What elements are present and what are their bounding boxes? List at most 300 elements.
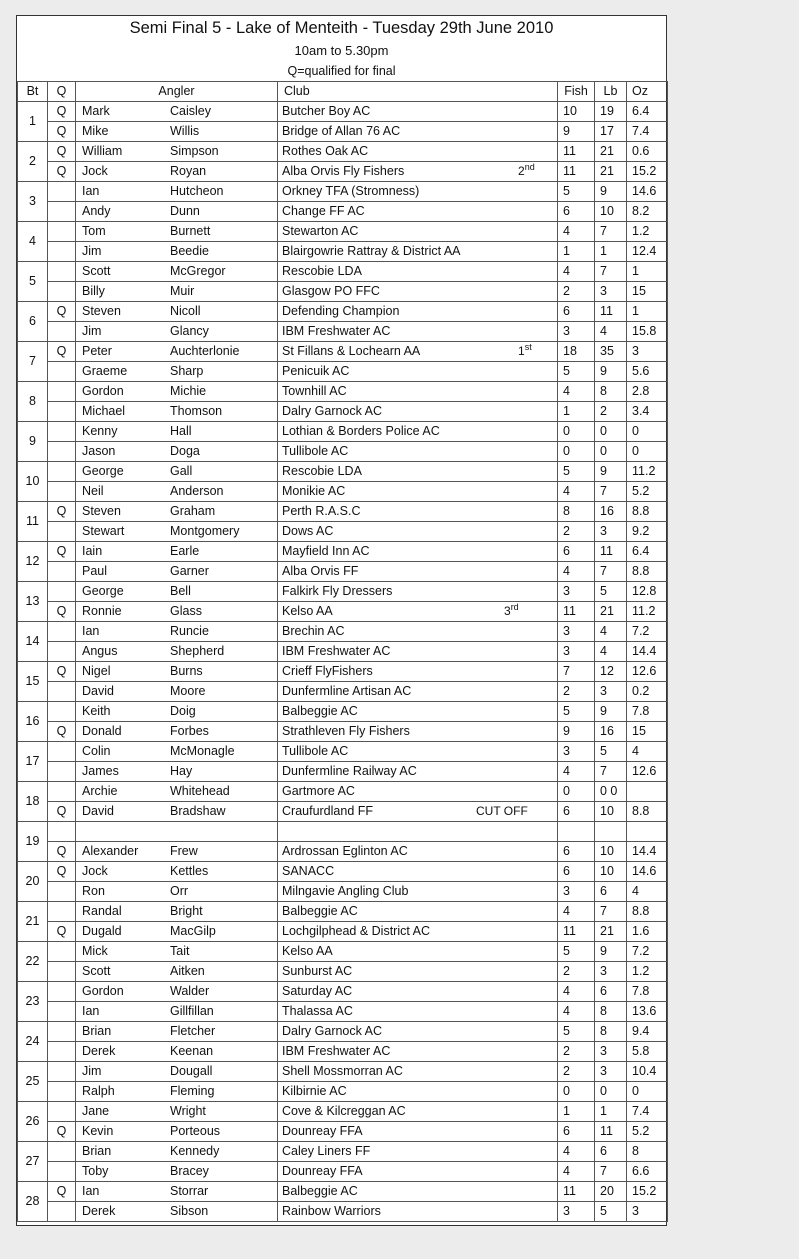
club-name: Brechin AC [282,624,345,638]
table-row [18,522,668,542]
angler-first-name: Ian [82,1184,100,1198]
club-name: Kelso AA [282,944,333,958]
table-row [18,242,668,262]
oz-value: 15.8 [627,322,668,342]
angler-first-name: Paul [82,564,108,578]
angler-first-name: Colin [82,744,111,758]
angler-last-name: Bell [170,584,191,598]
fish-value: 2 [558,1042,595,1062]
qualified-mark [48,1002,76,1022]
angler-cell [76,722,278,742]
qualified-mark [48,202,76,222]
lb-value: 0 [595,422,627,442]
table-row [18,1122,668,1142]
fish-value: 4 [558,262,595,282]
club-cell [278,1162,558,1182]
club-name: Sunburst AC [282,964,353,978]
angler-first-name: Jock [82,864,108,878]
club-name: Shell Mossmorran AC [282,1064,403,1078]
angler-first-name: Mike [82,124,109,138]
oz-value: 10.4 [627,1062,668,1082]
col-header-club: Club [278,82,558,102]
angler-cell [76,462,278,482]
club-cell [278,1142,558,1162]
boat-number: 28 [18,1182,48,1222]
angler-cell [76,522,278,542]
club-name: Dalry Garnock AC [282,404,383,418]
qualified-mark [48,822,76,842]
lb-value: 8 [595,382,627,402]
fish-value: 4 [558,382,595,402]
fish-value: 0 [558,422,595,442]
angler-cell [76,342,278,362]
club-cell [278,1122,558,1142]
boat-number: 24 [18,1022,48,1062]
qualified-mark [48,582,76,602]
club-cell [278,442,558,462]
table-row [18,1102,668,1122]
club-name: Saturday AC [282,984,353,998]
lb-value: 20 [595,1182,627,1202]
fish-value: 0 [558,1082,595,1102]
table-row [18,1062,668,1082]
club-cell [278,1182,558,1202]
club-name: Defending Champion [282,304,400,318]
col-header-q: Q [48,82,76,102]
col-header-oz: Oz [627,82,668,102]
club-cell [278,842,558,862]
angler-last-name: Glancy [170,324,209,338]
table-row [18,282,668,302]
qualified-mark [48,182,76,202]
angler-last-name: Beedie [170,244,209,258]
angler-last-name: Gillfillan [170,1004,214,1018]
table-row [18,1142,668,1162]
placing-note [518,162,535,181]
oz-value: 14.6 [627,862,668,882]
placing-note [518,342,532,361]
lb-value: 3 [595,1062,627,1082]
fish-value: 6 [558,1122,595,1142]
angler-first-name: Jim [82,1064,102,1078]
club-cell [278,242,558,262]
club-cell [278,462,558,482]
boat-number: 7 [18,342,48,382]
qualified-mark [48,622,76,642]
boat-number: 21 [18,902,48,942]
oz-value: 8 [627,1142,668,1162]
oz-value: 12.4 [627,242,668,262]
qualified-mark: Q [48,722,76,742]
club-cell [278,142,558,162]
table-row [18,682,668,702]
fish-value: 3 [558,742,595,762]
angler-last-name: Storrar [170,1184,209,1198]
angler-cell [76,942,278,962]
club-name: Balbeggie AC [282,1184,358,1198]
table-row [18,322,668,342]
club-name: Dunfermline Artisan AC [282,684,412,698]
oz-value: 3 [627,342,668,362]
qualified-mark [48,1062,76,1082]
club-cell [278,342,558,362]
club-cell [278,802,558,822]
club-cell [278,722,558,742]
angler-last-name: Bracey [170,1164,209,1178]
boat-number: 6 [18,302,48,342]
lb-value: 16 [595,502,627,522]
qualified-mark [48,762,76,782]
angler-last-name: MacGilp [170,924,216,938]
angler-first-name: Brian [82,1024,112,1038]
fish-value: 9 [558,122,595,142]
angler-last-name: Forbes [170,724,209,738]
table-row [18,1082,668,1102]
boat-number: 26 [18,1102,48,1142]
boat-number: 17 [18,742,48,782]
boat-number: 14 [18,622,48,662]
qualified-mark [48,702,76,722]
fish-value: 1 [558,242,595,262]
table-row [18,1202,668,1222]
lb-value: 10 [595,802,627,822]
table-row [18,982,668,1002]
angler-cell [76,1182,278,1202]
table-row [18,902,668,922]
lb-value: 3 [595,282,627,302]
angler-last-name: McMonagle [170,744,235,758]
club-name: Mayfield Inn AC [282,544,370,558]
table-row [18,622,668,642]
angler-last-name: Thomson [170,404,223,418]
angler-cell [76,802,278,822]
angler-first-name: Scott [82,264,111,278]
boat-number: 11 [18,502,48,542]
club-cell [278,682,558,702]
qualified-mark [48,522,76,542]
oz-value: 15.2 [627,1182,668,1202]
oz-value: 8.8 [627,562,668,582]
club-name: Dalry Garnock AC [282,1024,383,1038]
angler-cell [76,962,278,982]
results-sheet [16,15,667,1226]
fish-value: 6 [558,862,595,882]
angler-cell [76,382,278,402]
angler-first-name: Toby [82,1164,109,1178]
angler-cell [76,982,278,1002]
fish-value: 6 [558,542,595,562]
angler-cell [76,482,278,502]
oz-value: 2.8 [627,382,668,402]
angler-first-name: Angus [82,644,118,658]
club-name: Balbeggie AC [282,704,358,718]
qualified-mark [48,1022,76,1042]
qualified-note: Q=qualified for final [287,64,396,78]
club-cell [278,942,558,962]
results-body [18,102,668,1222]
fish-value: 4 [558,1142,595,1162]
angler-last-name: Aitken [170,964,205,978]
club-name: Ardrossan Eglinton AC [282,844,408,858]
lb-value: 9 [595,362,627,382]
lb-value: 5 [595,1202,627,1222]
angler-first-name: Randal [82,904,122,918]
qualified-mark [48,962,76,982]
angler-cell [76,682,278,702]
club-cell [278,882,558,902]
lb-value: 7 [595,1162,627,1182]
qualified-mark [48,482,76,502]
oz-value: 1.2 [627,222,668,242]
club-name: Falkirk Fly Dressers [282,584,393,598]
oz-value: 6.4 [627,102,668,122]
club-cell [278,1022,558,1042]
table-row [18,942,668,962]
angler-first-name: Jim [82,324,102,338]
table-row [18,922,668,942]
table-row [18,1182,668,1202]
placing-value: CUT OFF [476,804,528,818]
qualified-mark [48,642,76,662]
club-name: Monikie AC [282,484,346,498]
qualified-mark [48,942,76,962]
oz-value: 8.8 [627,902,668,922]
angler-first-name: Jim [82,244,102,258]
club-cell [278,982,558,1002]
table-row [18,742,668,762]
oz-value: 0.2 [627,682,668,702]
club-cell [278,202,558,222]
angler-first-name: Andy [82,204,111,218]
fish-value: 5 [558,462,595,482]
qualified-mark [48,282,76,302]
angler-cell [76,502,278,522]
oz-value: 3 [627,1202,668,1222]
fish-value: 18 [558,342,595,362]
boat-number: 25 [18,1062,48,1102]
lb-value: 8 [595,1022,627,1042]
club-cell [278,502,558,522]
fish-value: 3 [558,1202,595,1222]
lb-value: 9 [595,942,627,962]
angler-cell [76,242,278,262]
lb-value: 11 [595,1122,627,1142]
angler-last-name: Porteous [170,1124,221,1138]
qualified-mark [48,462,76,482]
oz-value: 15 [627,722,668,742]
lb-value: 4 [595,622,627,642]
qualified-mark: Q [48,542,76,562]
qualified-mark [48,322,76,342]
angler-last-name: Earle [170,544,200,558]
placing-value: 3 [504,604,511,618]
angler-cell [76,182,278,202]
lb-value: 5 [595,582,627,602]
angler-cell [76,622,278,642]
boat-number: 13 [18,582,48,622]
lb-value: 19 [595,102,627,122]
angler-first-name: Alexander [82,844,139,858]
angler-last-name: Bright [170,904,203,918]
angler-first-name: Tom [82,224,106,238]
oz-value: 5.8 [627,1042,668,1062]
results-table [17,81,668,1222]
angler-cell [76,1042,278,1062]
angler-last-name: Kettles [170,864,209,878]
angler-cell [76,222,278,242]
club-name: Gartmore AC [282,784,355,798]
lb-value: 1 [595,242,627,262]
angler-last-name: Runcie [170,624,209,638]
oz-value: 12.6 [627,762,668,782]
fish-value: 2 [558,682,595,702]
placing-suffix: nd [524,162,535,172]
angler-first-name: Donald [82,724,122,738]
club-cell [278,1042,558,1062]
club-name: Dounreay FFA [282,1164,363,1178]
angler-first-name: David [82,804,114,818]
angler-first-name: Keith [82,704,111,718]
oz-value: 11.2 [627,602,668,622]
table-row [18,102,668,122]
club-name: Alba Orvis Fly Fishers [282,164,405,178]
club-name: Blairgowrie Rattray & District AA [282,244,461,258]
angler-last-name: Garner [170,564,209,578]
oz-value: 1.2 [627,962,668,982]
table-row [18,302,668,322]
angler-cell [76,642,278,662]
angler-first-name: Kenny [82,424,118,438]
fish-value: 7 [558,662,595,682]
angler-cell [76,702,278,722]
fish-value: 4 [558,1162,595,1182]
boat-number: 22 [18,942,48,982]
boat-number: 20 [18,862,48,902]
lb-value: 9 [595,462,627,482]
angler-last-name: Tait [170,944,190,958]
club-cell [278,622,558,642]
table-row [18,422,668,442]
qualified-mark: Q [48,1182,76,1202]
club-name: Tullibole AC [282,444,349,458]
fish-value: 2 [558,282,595,302]
club-name: Perth R.A.S.C [282,504,361,518]
table-row [18,762,668,782]
angler-first-name: Mark [82,104,110,118]
header-row [18,82,668,102]
club-cell [278,742,558,762]
angler-cell [76,862,278,882]
angler-last-name: Wright [170,1104,206,1118]
col-header-lb: Lb [595,82,627,102]
lb-value: 7 [595,902,627,922]
qualified-mark [48,982,76,1002]
club-name: Bridge of Allan 76 AC [282,124,401,138]
table-row [18,402,668,422]
angler-first-name: Ian [82,1004,100,1018]
angler-first-name: Scott [82,964,111,978]
angler-last-name: Shepherd [170,644,225,658]
fish-value: 4 [558,1002,595,1022]
oz-value: 3.4 [627,402,668,422]
table-row [18,782,668,802]
oz-value: 7.4 [627,1102,668,1122]
oz-value: 14.4 [627,842,668,862]
lb-value: 0 [595,1082,627,1102]
lb-value: 10 [595,862,627,882]
angler-last-name: Graham [170,504,216,518]
fish-value: 5 [558,942,595,962]
table-row [18,442,668,462]
fish-value: 1 [558,402,595,422]
angler-first-name: Gordon [82,984,124,998]
lb-value: 3 [595,682,627,702]
table-row [18,262,668,282]
angler-cell [76,1142,278,1162]
club-cell [278,422,558,442]
angler-first-name: Ralph [82,1084,115,1098]
angler-cell [76,542,278,562]
club-name: Rothes Oak AC [282,144,369,158]
angler-last-name: Burnett [170,224,211,238]
lb-value: 9 [595,182,627,202]
oz-value: 14.4 [627,642,668,662]
fish-value: 9 [558,722,595,742]
club-name: Crieff FlyFishers [282,664,373,678]
club-cell [278,1102,558,1122]
angler-first-name: James [82,764,119,778]
fish-value: 0 [558,442,595,462]
oz-value: 4 [627,882,668,902]
boat-number: 1 [18,102,48,142]
oz-value: 0 [627,422,668,442]
table-row [18,1022,668,1042]
oz-value: 4 [627,742,668,762]
angler-last-name: Fleming [170,1084,215,1098]
angler-last-name: Bradshaw [170,804,226,818]
fish-value: 11 [558,922,595,942]
placing-note [504,602,519,621]
club-name: Townhill AC [282,384,347,398]
angler-cell [76,562,278,582]
club-name: IBM Freshwater AC [282,644,391,658]
lb-value: 9 [595,702,627,722]
angler-first-name: Ian [82,624,100,638]
qualified-mark: Q [48,122,76,142]
qualified-mark: Q [48,1122,76,1142]
table-row [18,582,668,602]
club-cell [278,822,558,842]
fish-value: 11 [558,602,595,622]
table-row [18,382,668,402]
boat-number: 2 [18,142,48,182]
angler-cell [76,1122,278,1142]
club-cell [278,562,558,582]
fish-value: 5 [558,182,595,202]
angler-last-name: Orr [170,884,189,898]
angler-first-name: Gordon [82,384,124,398]
oz-value: 7.2 [627,622,668,642]
angler-first-name: George [82,584,124,598]
club-cell [278,322,558,342]
angler-last-name: Muir [170,284,195,298]
lb-value: 0 [595,442,627,462]
angler-last-name: McGregor [170,264,226,278]
angler-cell [76,302,278,322]
club-cell [278,762,558,782]
angler-cell [76,822,278,842]
boat-number: 12 [18,542,48,582]
